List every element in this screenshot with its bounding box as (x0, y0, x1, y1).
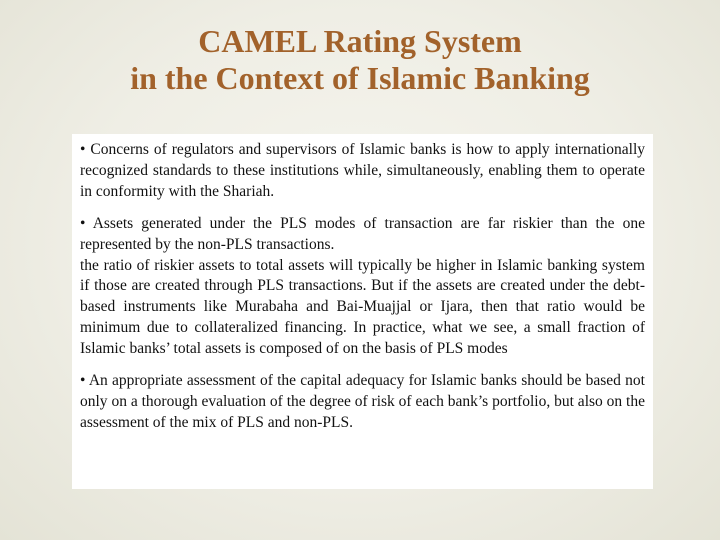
slide-title (40, 23, 680, 97)
paragraph-risky-assets-ratio: the ratio of riskier assets to total assets will typically be higher in Islamic banking system if those are created through PLS transactions. But if the assets are created under the debt-based instruments like Murabaha and Bai-Muajjal or Ijara, then that ratio would be minimum due to collateralized financing. In practice, what we see, a small fraction of Islamic banks’ total assets is composed of on the basis of PLS modes (80, 256, 645, 358)
paragraph-regulators-concern: • Concerns of regulators and supervisors of Islamic banks is how to apply internationally recognized standards to these institutions while, simultaneously, enabling them to operate in conformity with the Shariah. (80, 141, 645, 200)
paragraph-capital-adequacy: • An appropriate assessment of the capital adequacy for Islamic banks should be based not only on a thorough evaluation of the degree of risk of each bank’s portfolio, but also on the assessment of the mix of PLS and non-PLS. (80, 372, 645, 431)
title-line-2: in the Context of Islamic Banking (130, 60, 590, 96)
paragraph-pls-assets-risk: • Assets generated under the PLS modes of transaction are far riskier than the one represented by the non-PLS transactions. (80, 214, 645, 253)
content-box (72, 134, 653, 489)
title-line-1: CAMEL Rating System (198, 23, 522, 59)
